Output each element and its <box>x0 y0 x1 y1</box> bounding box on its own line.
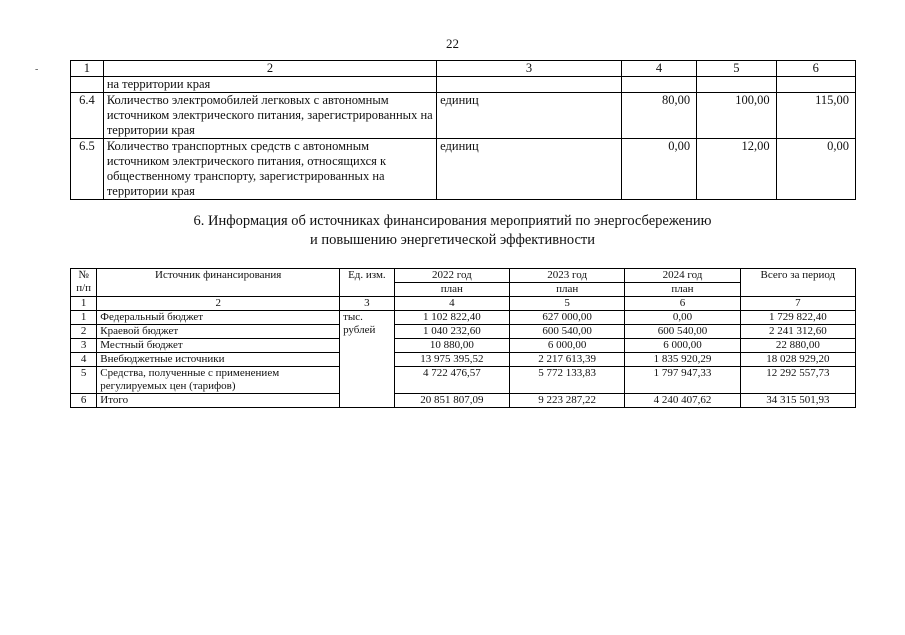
page-number: 22 <box>446 36 459 51</box>
source-name: Внебюджетные источники <box>97 353 340 367</box>
table-header-row <box>71 269 856 283</box>
value-2022: 10 880,00 <box>394 339 509 353</box>
value-2024: 6 000,00 <box>625 339 740 353</box>
value-2022: 20 851 807,09 <box>394 394 509 408</box>
header-cell-year: 2023 год <box>510 269 625 283</box>
value-total: 22 880,00 <box>740 339 855 353</box>
index-row <box>71 297 856 311</box>
value-cell <box>776 77 855 93</box>
financing-table <box>70 268 856 408</box>
header-cell: 5 <box>697 61 776 77</box>
indicator-unit: единиц <box>437 93 622 139</box>
source-name: Средства, полученные с применением регулируемых цен (тарифов) <box>97 367 340 394</box>
value-cell: 80,00 <box>621 93 696 139</box>
row-number: 1 <box>71 311 97 325</box>
plan-label: план <box>625 283 740 297</box>
header-cell-source: Источник финансирования <box>97 269 340 297</box>
row-number <box>71 77 104 93</box>
index-cell: 7 <box>740 297 855 311</box>
plan-label: план <box>394 283 509 297</box>
header-cell-number: № п/п <box>71 269 97 297</box>
index-cell: 2 <box>97 297 340 311</box>
index-cell: 3 <box>340 297 395 311</box>
section-title-line: 6. Информация об источниках финансирования мероприятий по энергосбережению <box>193 213 712 229</box>
value-2023: 6 000,00 <box>510 339 625 353</box>
value-2023: 2 217 613,39 <box>510 353 625 367</box>
value-total: 2 241 312,60 <box>740 325 855 339</box>
plan-label: план <box>510 283 625 297</box>
header-cell: 3 <box>437 61 622 77</box>
index-cell: 6 <box>625 297 740 311</box>
value-cell: 100,00 <box>697 93 776 139</box>
value-2024: 1 797 947,33 <box>625 367 740 394</box>
value-cell <box>621 77 696 93</box>
row-number: 3 <box>71 339 97 353</box>
value-2022: 4 722 476,57 <box>394 367 509 394</box>
value-cell: 115,00 <box>776 93 855 139</box>
table-row <box>71 339 856 353</box>
row-number: 2 <box>71 325 97 339</box>
section-title-line: и повышению энергетической эффективности <box>310 232 595 248</box>
source-name: Краевой бюджет <box>97 325 340 339</box>
row-number: 4 <box>71 353 97 367</box>
indicator-unit: единиц <box>437 139 622 200</box>
section-title <box>0 212 905 250</box>
unit-cell: тыс. рублей <box>340 311 395 408</box>
source-name: Итого <box>97 394 340 408</box>
value-cell: 12,00 <box>697 139 776 200</box>
table-row <box>71 139 856 200</box>
table-row <box>71 93 856 139</box>
value-2022: 1 102 822,40 <box>394 311 509 325</box>
indicators-table <box>70 60 856 200</box>
header-cell: 6 <box>776 61 855 77</box>
value-cell <box>697 77 776 93</box>
indicator-name: на территории края <box>103 77 436 93</box>
margin-mark: - <box>35 64 39 75</box>
index-cell: 4 <box>394 297 509 311</box>
value-cell: 0,00 <box>621 139 696 200</box>
header-cell-year: 2024 год <box>625 269 740 283</box>
row-number: 6.4 <box>71 93 104 139</box>
table-row <box>71 353 856 367</box>
index-cell: 5 <box>510 297 625 311</box>
table-row <box>71 311 856 325</box>
value-2023: 9 223 287,22 <box>510 394 625 408</box>
value-total: 34 315 501,93 <box>740 394 855 408</box>
row-number: 6.5 <box>71 139 104 200</box>
header-cell-unit: Ед. изм. <box>340 269 395 297</box>
value-2022: 1 040 232,60 <box>394 325 509 339</box>
table-row <box>71 325 856 339</box>
row-number: 5 <box>71 367 97 394</box>
indicator-name: Количество электромобилей легковых с автономным источником электрического питания, зарегистрированных на территории края <box>103 93 436 139</box>
value-cell: 0,00 <box>776 139 855 200</box>
value-total: 12 292 557,73 <box>740 367 855 394</box>
value-2022: 13 975 395,52 <box>394 353 509 367</box>
header-cell: 2 <box>103 61 436 77</box>
indicator-unit <box>437 77 622 93</box>
value-total: 1 729 822,40 <box>740 311 855 325</box>
row-number: 6 <box>71 394 97 408</box>
value-2024: 1 835 920,29 <box>625 353 740 367</box>
header-cell-year: 2022 год <box>394 269 509 283</box>
table-header-row <box>71 61 856 77</box>
value-2023: 627 000,00 <box>510 311 625 325</box>
header-cell: 4 <box>621 61 696 77</box>
value-2024: 0,00 <box>625 311 740 325</box>
value-2023: 600 540,00 <box>510 325 625 339</box>
value-2023: 5 772 133,83 <box>510 367 625 394</box>
source-name: Федеральный бюджет <box>97 311 340 325</box>
table-row <box>71 367 856 394</box>
source-name: Местный бюджет <box>97 339 340 353</box>
header-cell-total: Всего за период <box>740 269 855 297</box>
value-2024: 4 240 407,62 <box>625 394 740 408</box>
table-row <box>71 77 856 93</box>
table-row-total <box>71 394 856 408</box>
index-cell: 1 <box>71 297 97 311</box>
value-total: 18 028 929,20 <box>740 353 855 367</box>
value-2024: 600 540,00 <box>625 325 740 339</box>
indicator-name: Количество транспортных средств с автономным источником электрического питания, относящихся к общественному транспорту, зарегистрированных на территории края <box>103 139 436 200</box>
header-cell: 1 <box>71 61 104 77</box>
